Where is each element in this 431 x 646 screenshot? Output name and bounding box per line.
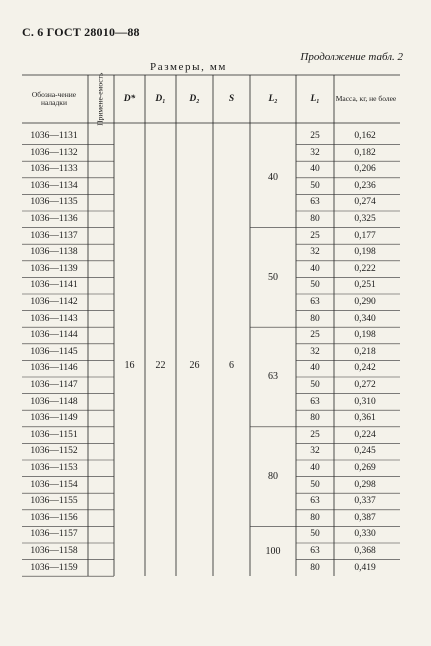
table-row-l1: 32 bbox=[310, 446, 320, 457]
table-row-l1: 50 bbox=[310, 479, 320, 490]
d1-value: 22 bbox=[155, 359, 166, 371]
header-applicability-label: Примене-емость bbox=[95, 72, 105, 126]
table-row-l1: 40 bbox=[310, 363, 320, 374]
table-row-code: 1036—1151 bbox=[30, 429, 78, 440]
table-row-code: 1036—1141 bbox=[30, 280, 78, 291]
table-row-code: 1036—1148 bbox=[30, 396, 78, 407]
table-row-l1: 25 bbox=[310, 230, 320, 241]
table-row-l1: 32 bbox=[310, 247, 320, 258]
header-l2: L₂ bbox=[268, 94, 278, 104]
table-row-code: 1036—1147 bbox=[30, 380, 78, 390]
table-row-code: 1036—1136 bbox=[30, 214, 78, 224]
table-row-mass: 0,198 bbox=[354, 330, 376, 341]
table-row-l1: 25 bbox=[310, 131, 320, 141]
table-row-l1: 32 bbox=[310, 147, 320, 158]
page-header: С. 6 ГОСТ 28010—88 bbox=[22, 25, 140, 39]
table-row-mass: 0,269 bbox=[354, 463, 376, 473]
table-row-mass: 0,162 bbox=[354, 131, 376, 141]
d2-value: 26 bbox=[189, 359, 200, 371]
table-row-mass: 0,177 bbox=[354, 230, 376, 241]
table-row-code: 1036—1139 bbox=[30, 263, 78, 274]
table-row-code: 1036—1133 bbox=[30, 164, 78, 175]
table-row-code: 1036—1142 bbox=[30, 297, 78, 307]
table-row-mass: 0,236 bbox=[354, 180, 376, 191]
l2-group-value: 100 bbox=[265, 545, 281, 557]
header-mass: Масса, кг, не более bbox=[335, 94, 397, 103]
table-row-mass: 0,222 bbox=[354, 263, 376, 274]
table-row-code: 1036—1153 bbox=[30, 463, 78, 473]
table-row-code: 1036—1143 bbox=[30, 313, 78, 324]
l2-group-value: 80 bbox=[268, 471, 278, 483]
table-row-l1: 63 bbox=[310, 496, 320, 507]
header-designation: Обозна-чение наладки bbox=[31, 90, 77, 107]
header-applicability bbox=[88, 72, 114, 126]
table-row-mass: 0,290 bbox=[354, 297, 376, 307]
table-row-code: 1036—1132 bbox=[30, 147, 78, 158]
l2-group-value: 50 bbox=[268, 271, 278, 283]
table-row-mass: 0,387 bbox=[354, 512, 376, 523]
table-row-l1: 25 bbox=[310, 429, 320, 440]
table-row-l1: 80 bbox=[310, 512, 320, 523]
l2-group-value: 63 bbox=[268, 371, 278, 383]
table-row-l1: 80 bbox=[310, 562, 320, 573]
table-row-code: 1036—1145 bbox=[30, 346, 78, 357]
table-row-l1: 40 bbox=[310, 164, 320, 175]
table-row-code: 1036—1144 bbox=[30, 330, 78, 341]
header-s: S bbox=[228, 94, 235, 104]
table-row-l1: 50 bbox=[310, 280, 320, 291]
table-row-code: 1036—1154 bbox=[30, 479, 78, 490]
table-row-mass: 0,361 bbox=[354, 413, 376, 424]
table-row-l1: 50 bbox=[310, 180, 320, 191]
table-row-l1: 63 bbox=[310, 396, 320, 407]
table-row-code: 1036—1157 bbox=[30, 529, 78, 540]
table-row-mass: 0,224 bbox=[354, 429, 376, 440]
table-row-code: 1036—1146 bbox=[30, 363, 78, 374]
header-l1: L₁ bbox=[310, 94, 320, 104]
table-row-mass: 0,274 bbox=[354, 197, 376, 208]
table-row-mass: 0,206 bbox=[354, 164, 376, 175]
table-row-l1: 63 bbox=[310, 197, 320, 208]
table-row-mass: 0,245 bbox=[354, 446, 376, 457]
table-row-code: 1036—1138 bbox=[30, 247, 78, 258]
l2-group-value: 40 bbox=[268, 172, 278, 184]
table-row-code: 1036—1137 bbox=[30, 230, 78, 241]
table-row-mass: 0,419 bbox=[354, 562, 376, 573]
table-row-mass: 0,330 bbox=[354, 529, 376, 540]
table-row-l1: 40 bbox=[310, 263, 320, 274]
table-row-code: 1036—1155 bbox=[30, 496, 78, 507]
table-row-mass: 0,340 bbox=[354, 313, 376, 324]
table-continuation-label: Продолжение табл. 2 bbox=[300, 51, 403, 63]
table-row-code: 1036—1131 bbox=[30, 131, 78, 141]
table-row-mass: 0,325 bbox=[354, 214, 376, 224]
table-row-mass: 0,310 bbox=[354, 396, 376, 407]
table-row-l1: 63 bbox=[310, 546, 320, 556]
table-row-l1: 80 bbox=[310, 313, 320, 324]
table-row-mass: 0,337 bbox=[354, 496, 376, 507]
s-value: 6 bbox=[229, 359, 234, 371]
table-row-l1: 63 bbox=[310, 297, 320, 307]
d-value: 16 bbox=[124, 359, 135, 371]
table-row-mass: 0,368 bbox=[354, 546, 376, 556]
table-row-code: 1036—1156 bbox=[30, 512, 78, 523]
table-row-l1: 50 bbox=[310, 380, 320, 390]
table-row-l1: 80 bbox=[310, 214, 320, 224]
table-row-code: 1036—1159 bbox=[30, 562, 78, 573]
table-row-mass: 0,218 bbox=[354, 346, 376, 357]
header-d1: D₁ bbox=[155, 94, 166, 104]
table-row-mass: 0,182 bbox=[354, 147, 376, 158]
table-row-code: 1036—1149 bbox=[30, 413, 78, 424]
sizes-title: Размеры, мм bbox=[150, 61, 227, 73]
table-row-code: 1036—1134 bbox=[30, 180, 78, 191]
table-row-l1: 25 bbox=[310, 330, 320, 341]
table-row-mass: 0,251 bbox=[354, 280, 376, 291]
table-row-mass: 0,272 bbox=[354, 380, 376, 390]
header-d2: D₂ bbox=[189, 94, 200, 104]
table-row-mass: 0,198 bbox=[354, 247, 376, 258]
table-row-code: 1036—1152 bbox=[30, 446, 78, 457]
header-d: D* bbox=[123, 94, 136, 104]
table-row-code: 1036—1135 bbox=[30, 197, 78, 208]
table-row-l1: 80 bbox=[310, 413, 320, 424]
table-row-mass: 0,242 bbox=[354, 363, 376, 374]
table-row-l1: 40 bbox=[310, 463, 320, 473]
table-row-mass: 0,298 bbox=[354, 479, 376, 490]
table-row-l1: 50 bbox=[310, 529, 320, 540]
table-row-l1: 32 bbox=[310, 346, 320, 357]
table-row-code: 1036—1158 bbox=[30, 546, 78, 556]
